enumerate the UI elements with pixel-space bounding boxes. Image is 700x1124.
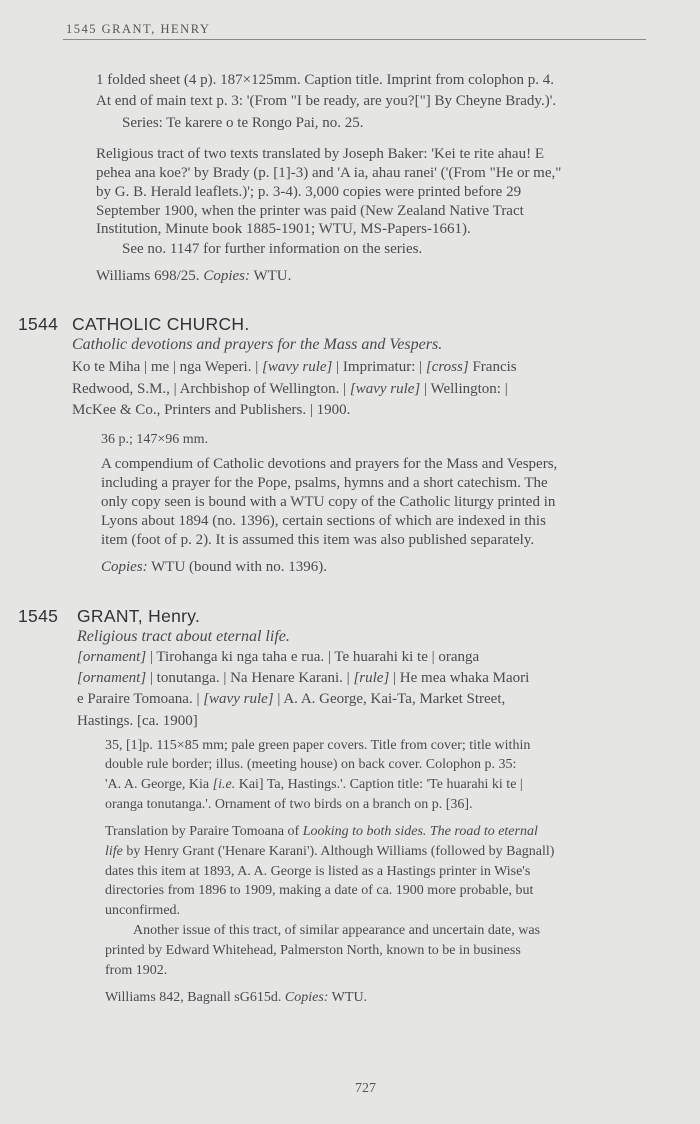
note-line: including a prayer for the Pope, psalms, hymns and a short catechism. The (101, 475, 548, 491)
copies-label: Copies: (203, 268, 250, 284)
note-line: Institution, Minute book 1885-1901; WTU, MS-Papers-1661). (96, 221, 471, 237)
note-line: item (foot of p. 2). It is assumed this item was also published separately. (101, 532, 535, 548)
tp-editorial: [ornament] (77, 649, 147, 665)
note-line: printed by Edward Whitehead, Palmerston North, known to be in business (105, 943, 521, 958)
page-number: 727 (355, 1081, 376, 1096)
tp-text: | He mea whaka Maori (389, 670, 530, 686)
copies-value: WTU (bound with no. 1396). (147, 559, 327, 575)
series-line: Series: Te karere o te Rongo Pai, no. 25. (122, 115, 364, 131)
tp-text: Francis (468, 359, 517, 375)
note-line: dates this item at 1893, A. A. George is listed as a Hastings printer in Wise's (105, 864, 531, 879)
copies-line (96, 267, 291, 285)
desc-text: Kai] Ta, Hastings.'. Caption title: 'Te huarahi ki te | (235, 777, 523, 792)
tp-text: | Wellington: | (420, 381, 508, 397)
entry-title: Religious tract about eternal life. (77, 628, 290, 645)
tp-editorial: [cross] (425, 359, 469, 375)
desc-text: 'A. A. George, Kia (105, 777, 213, 792)
description-line: 35, [1]p. 115×85 mm; pale green paper covers. Title from cover; title within (105, 738, 531, 753)
cited-title: life (105, 844, 123, 859)
note-line: Religious tract of two texts translated by Joseph Baker: 'Kei te rite ahau! E (96, 146, 544, 162)
description-line (105, 776, 523, 794)
tp-text: | A. A. George, Kai-Ta, Market Street, (273, 691, 506, 707)
entry-number: 1544 (18, 314, 59, 334)
note-text: Translation by Paraire Tomoana of (105, 824, 303, 839)
entry-heading: GRANT, Henry. (77, 606, 201, 626)
note-line: unconfirmed. (105, 903, 181, 918)
running-head: 1545 GRANT, HENRY (66, 22, 211, 36)
entry-heading: CATHOLIC CHURCH. (72, 314, 250, 334)
note-line (105, 823, 538, 841)
copies-label: Copies: (101, 559, 148, 575)
note-text: by Henry Grant ('Henare Karani'). Although Williams (followed by Bagnall) (122, 844, 555, 859)
reference-text: Williams 842, Bagnall sG615d. (105, 990, 285, 1005)
note-line: Lyons about 1894 (no. 1396), certain sections of which are indexed in this (101, 513, 546, 529)
tp-text: | Imprimatur: | (332, 359, 426, 375)
tp-text: | Tirohanga ki nga taha e rua. | Te huarahi ki te | oranga (146, 649, 480, 665)
title-page-line: McKee & Co., Printers and Publishers. | 1900. (72, 402, 351, 418)
tp-editorial: [ornament] (77, 670, 147, 686)
title-page-line (72, 380, 508, 398)
note-line: by G. B. Herald leaflets.)'; p. 3-4). 3,000 copies were printed before 29 (96, 184, 522, 200)
note-line: directories from 1896 to 1909, making a date of ca. 1900 more probable, but (105, 883, 534, 898)
title-page-line: Hastings. [ca. 1900] (77, 713, 198, 729)
title-page-line (72, 358, 517, 376)
title-page-line (77, 690, 505, 708)
description-line: double rule border; illus. (meeting house) on back cover. Colophon p. 35: (105, 757, 517, 772)
collation-line: 36 p.; 147×96 mm. (101, 432, 209, 447)
tp-editorial: [wavy rule] (349, 381, 421, 397)
note-line (105, 843, 554, 861)
note-line: Another issue of this tract, of similar appearance and uncertain date, was (133, 923, 541, 938)
tp-editorial: [wavy rule] (203, 691, 274, 707)
tp-editorial: [wavy rule] (261, 359, 333, 375)
tp-text: | tonutanga. | Na Henare Karani. | (146, 670, 354, 686)
text-line: At end of main text p. 3: '(From "I be ready, are you?["] By Cheyne Brady.)'. (96, 93, 557, 109)
note-line: from 1902. (105, 963, 168, 978)
reference-text: Williams 698/25. (96, 268, 204, 284)
tp-text: Redwood, S.M., | Archbishop of Wellington. | (72, 381, 350, 397)
copies-line (101, 558, 327, 576)
copies-label: Copies: (284, 990, 329, 1005)
title-page-line (77, 669, 529, 687)
cited-title: Looking to both sides. The road to eternal (302, 824, 538, 839)
title-page-line (77, 648, 479, 666)
description-line: oranga tonutanga.'. Ornament of two birds on a branch on p. [36]. (105, 797, 473, 812)
entry-number: 1545 (18, 606, 59, 626)
collation-line: 1 folded sheet (4 p). 187×125mm. Caption title. Imprint from colophon p. 4. (96, 72, 554, 88)
tp-text: Ko te Miha | me | nga Weperi. | (72, 359, 262, 375)
header-rule (63, 39, 646, 40)
desc-editorial: [i.e. (212, 777, 236, 792)
entry-title: Catholic devotions and prayers for the Mass and Vespers. (72, 336, 443, 353)
tp-editorial: [rule] (353, 670, 390, 686)
copies-value: WTU. (249, 268, 292, 284)
note-line: A compendium of Catholic devotions and prayers for the Mass and Vespers, (101, 456, 558, 472)
note-line: only copy seen is bound with a WTU copy of the Catholic liturgy printed in (101, 494, 556, 510)
note-line: See no. 1147 for further information on the series. (122, 241, 423, 257)
note-line: pehea ana koe?' by Brady (p. [1]-3) and 'A ia, ahau ranei' ('(From "He or me," (96, 165, 562, 181)
copies-value: WTU. (328, 990, 368, 1005)
copies-line (105, 989, 367, 1007)
tp-text: e Paraire Tomoana. | (77, 691, 204, 707)
note-line: September 1900, when the printer was paid (New Zealand Native Tract (96, 203, 524, 219)
